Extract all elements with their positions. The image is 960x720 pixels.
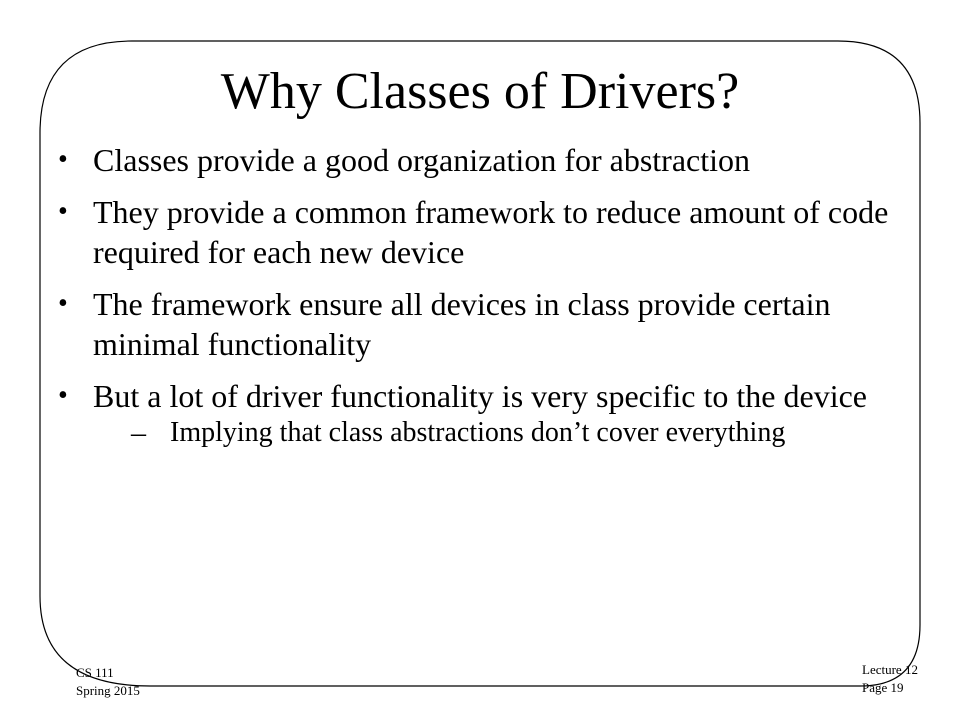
bullet-item <box>58 376 908 450</box>
lecture-label: Lecture 12 <box>862 662 918 677</box>
bullet-text: Classes provide a good organization for abstraction <box>93 142 751 178</box>
bullet-text: But a lot of driver functionality is very specific to the device <box>93 378 867 414</box>
slide-title: Why Classes of Drivers? <box>220 63 740 120</box>
bullet-text: The framework ensure all devices in class provide certain minimal functionality <box>93 286 831 362</box>
sub-bullet-text: Implying that class abstractions don’t cover everything <box>170 417 786 448</box>
bullet-marker: • <box>58 144 68 175</box>
footer-page-info <box>862 661 918 697</box>
bullet-item <box>58 140 908 180</box>
term-label: Spring 2015 <box>76 683 140 698</box>
sub-bullet-item <box>93 416 908 450</box>
bullet-marker: • <box>58 196 68 227</box>
sub-bullet-marker: – <box>131 416 146 449</box>
page-label: Page 19 <box>862 680 904 695</box>
footer-course-info <box>76 664 140 700</box>
bullet-list <box>58 140 908 462</box>
bullet-text: They provide a common framework to reduce amount of code required for each new device <box>93 194 889 270</box>
bullet-marker: • <box>58 380 68 411</box>
bullet-item <box>58 192 908 272</box>
bullet-item <box>58 284 908 364</box>
bullet-marker: • <box>58 288 68 319</box>
course-label: CS 111 <box>76 665 114 680</box>
